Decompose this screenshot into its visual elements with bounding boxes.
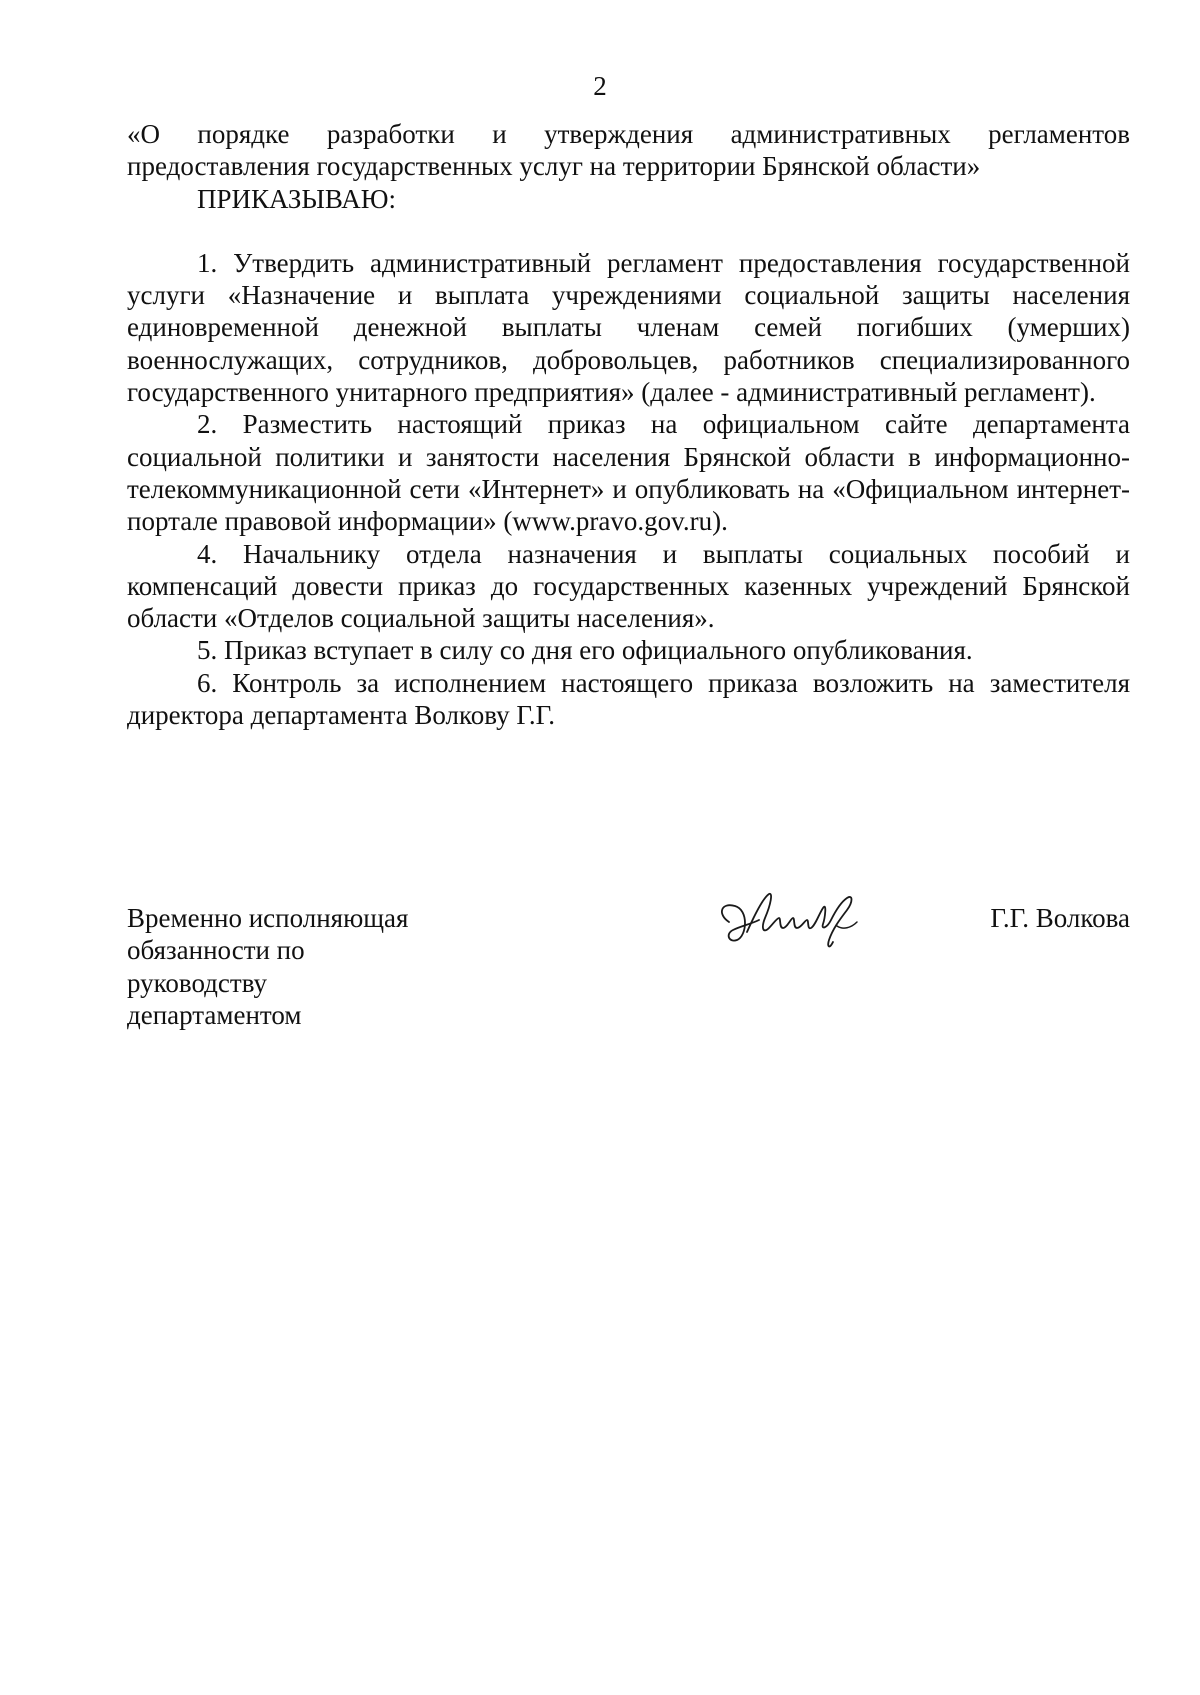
signer-title-line: Временно исполняющая [127, 903, 409, 933]
signer-title-line: департаментом [127, 999, 302, 1030]
document-body [127, 118, 1130, 731]
page-number: 2 [593, 71, 607, 101]
signer-title-line: руководству [127, 967, 268, 998]
signer-title [127, 902, 457, 1031]
signer-title-line: обязанности по [127, 935, 305, 966]
signer-name: Г.Г. Волкова [990, 903, 1130, 933]
order-item-5: 5. Приказ вступает в силу со дня его официального опубликования. [197, 635, 973, 666]
order-item-6: 6. Контроль за исполнением настоящего приказа возложить на заместителя директора департамента Волкову Г.Г. [127, 667, 1130, 731]
order-item-2: 2. Разместить настоящий приказ на официальном сайте департамента социальной политики и занятости населения Брянской области в информационно-телекоммуникационной сети «Интернет» и опубликовать на «Официальном интернет-портале правовой информации» (www.pravo.gov.ru). [127, 409, 1130, 537]
preamble-paragraph: «О порядке разработки и утверждения административных регламентов предоставления государственных услуг на территории Брянской области» [127, 119, 1130, 182]
command-heading: ПРИКАЗЫВАЮ: [197, 183, 396, 214]
order-item-1: 1. Утвердить административный регламент предоставления государственной услуги «Назначение и выплата учреждениями социальной защиты населения единовременной денежной выплаты членам семей погибших (умерших) военнослужащих, сотрудников, добровольцев, работников специализированного государственного унитарного предприятия» (далее - административный регламент). [127, 247, 1130, 408]
handwritten-signature [707, 884, 877, 964]
order-item-4: 4. Начальнику отдела назначения и выплаты социальных пособий и компенсаций довести приказ до государственных казенных учреждений Брянской области «Отделов социальной защиты населения». [127, 538, 1130, 634]
signature-block [127, 902, 1130, 1042]
